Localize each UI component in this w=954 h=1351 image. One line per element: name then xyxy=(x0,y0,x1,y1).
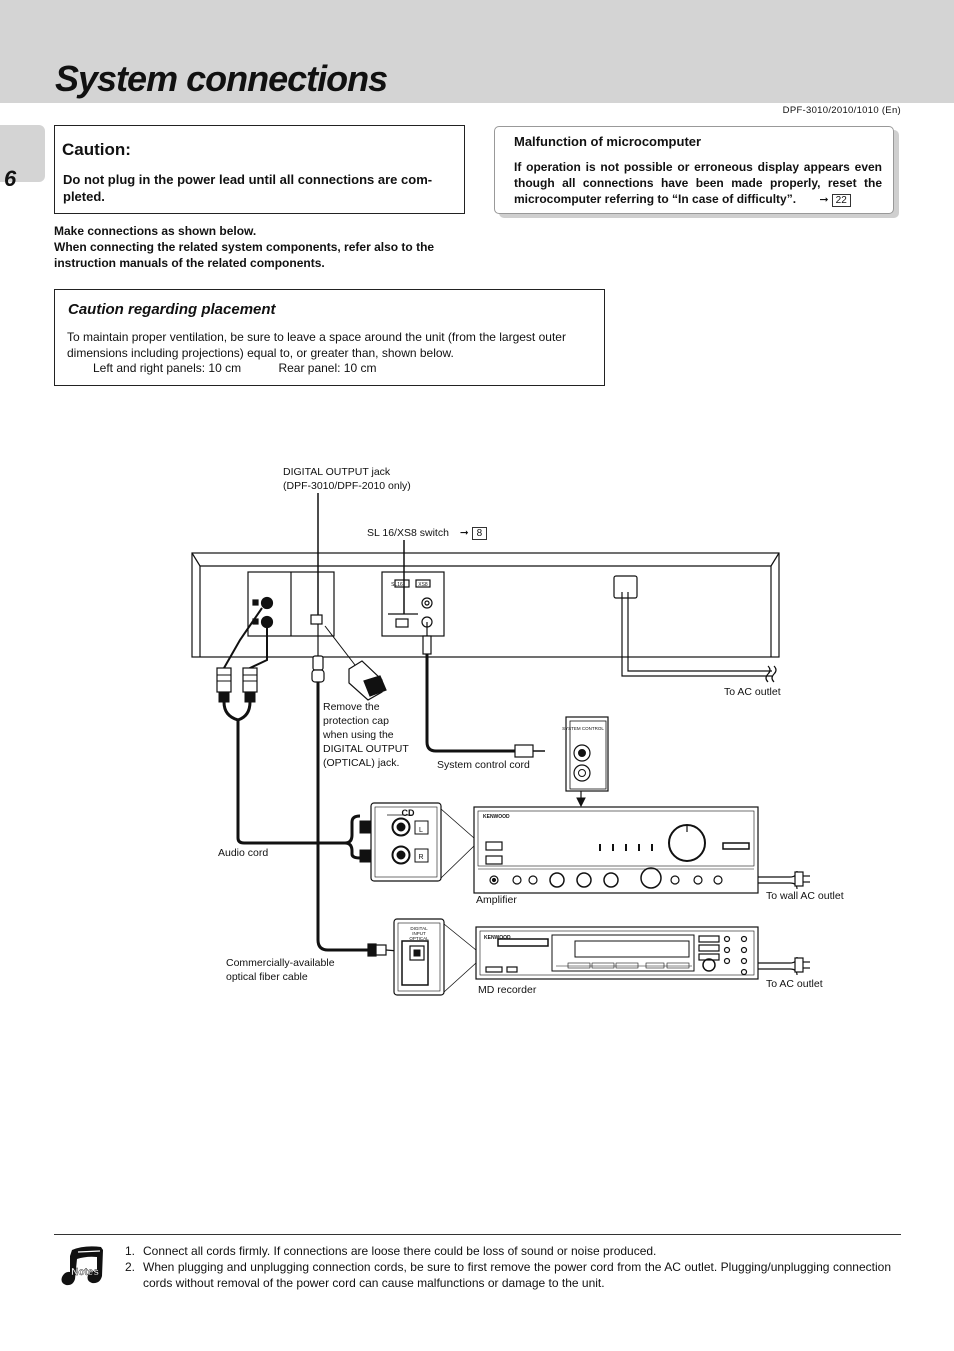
digital-input-label-2: INPUT xyxy=(412,931,426,936)
digital-input-label-3: OPTICAL xyxy=(409,936,429,941)
amplifier-brand: KENWOOD xyxy=(483,814,510,820)
system-control-jack-label: SYSTEM CONTROL xyxy=(562,726,604,731)
caution-text: Do not plug in the power lead until all connections are com-pleted. xyxy=(63,172,433,204)
malfunction-body: If operation is not possible or erroneous display appears even though all connections have been made properly, reset the microcomputer referring to “In case of difficulty”. xyxy=(514,160,882,206)
right-channel-label: R xyxy=(418,854,424,861)
page-title: System connections xyxy=(55,58,388,99)
to-wall-ac-outlet-label: To wall AC outlet xyxy=(766,890,844,902)
amplifier-front xyxy=(474,807,810,893)
digital-output-jack-line-2: (DPF-3010/DPF-2010 only) xyxy=(283,480,411,492)
placement-title: Caution regarding placement xyxy=(68,301,276,318)
to-ac-outlet-top-label: To AC outlet xyxy=(724,686,781,698)
cd-jack-label: CD xyxy=(401,808,415,818)
note-text: Connect all cords firmly. If connections are loose there could be loss of sound or noise produced. xyxy=(143,1244,657,1258)
cd-panel-callout xyxy=(441,809,474,838)
sl-switch-ref-arrow-icon: ➞ xyxy=(459,527,469,539)
optical-cable-label xyxy=(226,956,335,984)
to-ac-outlet-bottom-label: To AC outlet xyxy=(766,978,823,990)
remove-cap-line-4: DIGITAL OUTPUT xyxy=(323,743,409,755)
md-panel-callout xyxy=(444,924,476,950)
sl-switch-text: SL 16/XS8 switch xyxy=(367,527,449,539)
note-item xyxy=(121,1243,891,1259)
left-channel-label: L xyxy=(419,827,423,834)
md-recorder-label: MD recorder xyxy=(478,984,537,996)
side-clearance: Left and right panels: 10 cm xyxy=(93,361,242,375)
optical-cable-line-2: optical fiber cable xyxy=(226,971,308,983)
intro-line-1: Make connections as shown below. xyxy=(54,224,257,238)
digital-output-jack-label xyxy=(283,465,411,493)
reference-arrow-icon: ➞ xyxy=(819,194,829,206)
sl-switch-label xyxy=(367,526,487,540)
sl16-mark: SL16 xyxy=(391,582,403,588)
remove-cap-label xyxy=(323,700,409,770)
cd-power-cord xyxy=(622,592,776,682)
digital-input-label-1: DIGITAL xyxy=(410,926,428,931)
system-control-cord-label: System control cord xyxy=(437,759,530,771)
optical-plug-and-cap xyxy=(312,624,386,950)
malfunction-title: Malfunction of microcomputer xyxy=(514,134,702,149)
intro-line-2: When connecting the related system components, refer also to the instruction manuals of the related components. xyxy=(54,240,435,270)
notes-icon-label: Notes xyxy=(71,1267,99,1278)
model-code: DPF-3010/2010/1010 (En) xyxy=(782,105,901,116)
cd-player-rear-panel xyxy=(192,553,779,657)
remove-cap-line-1: Remove the xyxy=(323,701,380,713)
note-text: When plugging and unplugging connection cords, be sure to first remove the power cord from the AC outlet. Plugging/unplugging connection cords without removal of the power cord can cause malfunctions or damage to the unit. xyxy=(143,1260,891,1290)
amplifier-label: Amplifier xyxy=(476,894,517,906)
note-item xyxy=(121,1259,891,1291)
system-control-cord xyxy=(423,622,545,757)
notes-divider xyxy=(54,1234,901,1235)
reference-page-number: 22 xyxy=(832,194,851,207)
cd-panel-callout-lower xyxy=(441,846,474,878)
remove-cap-line-2: protection cap xyxy=(323,715,389,727)
remove-cap-line-5: (OPTICAL) jack. xyxy=(323,757,400,769)
xs8-mark: XS8 xyxy=(418,582,428,588)
md-recorder-front xyxy=(476,927,810,979)
md-panel-callout-lower xyxy=(444,963,476,992)
audio-cord-label: Audio cord xyxy=(218,847,269,859)
page-number: 6 xyxy=(4,166,17,191)
caution-title: Caution: xyxy=(62,140,131,159)
sl-switch-ref-page: 8 xyxy=(472,527,488,540)
remove-cap-line-3: when using the xyxy=(323,729,394,741)
rear-clearance: Rear panel: 10 cm xyxy=(278,361,377,375)
note-number: 1. xyxy=(125,1244,136,1258)
optical-cable-line-1: Commercially-available xyxy=(226,957,335,969)
note-number: 2. xyxy=(125,1260,136,1274)
digital-output-jack-line-1: DIGITAL OUTPUT jack xyxy=(283,466,391,478)
notes-icon xyxy=(62,1246,104,1285)
placement-text: To maintain proper ventilation, be sure to leave a space around the unit (from the largest outer dimensions including projections) equal to, or greater than, shown below. xyxy=(67,330,566,360)
md-recorder-brand: KENWOOD xyxy=(484,935,511,941)
notes-list xyxy=(121,1243,891,1291)
